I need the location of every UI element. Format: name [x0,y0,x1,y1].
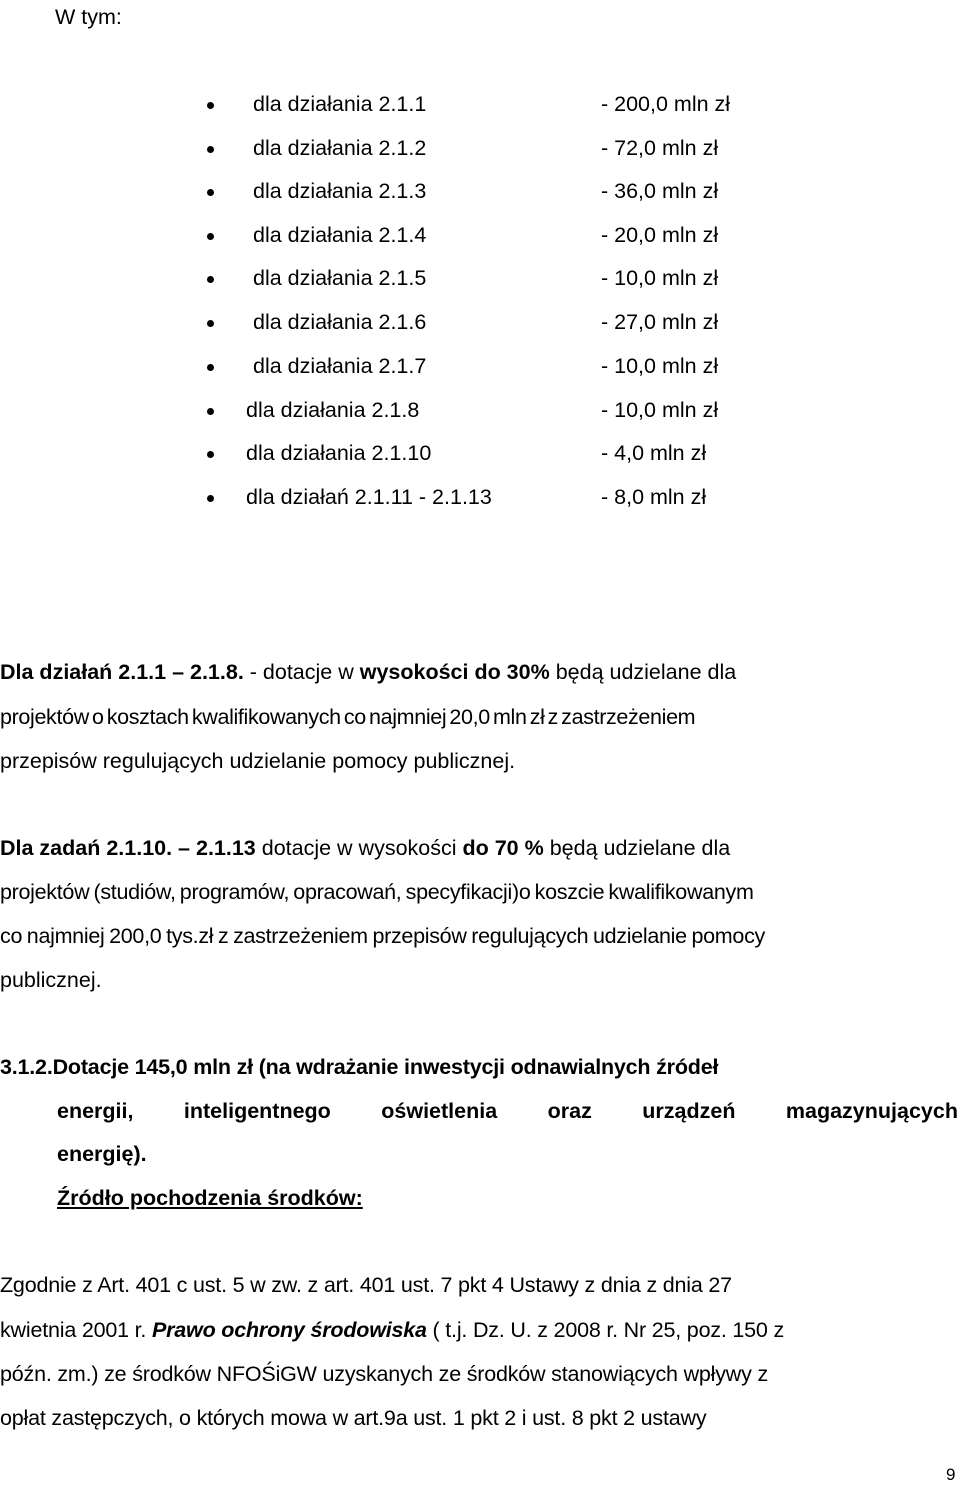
bullet-icon [207,233,214,240]
item-label: dla działania 2.1.2 [253,136,427,160]
bullet-icon [207,495,214,502]
paragraph-2-line-1 [0,836,730,861]
item-label: dla działania 2.1.3 [253,179,427,203]
item-label: dla działania 2.1.6 [253,310,427,334]
bullet-icon [207,102,214,109]
paragraph-3-line-1: Zgodnie z Art. 401 c ust. 5 w zw. z art. 401 ust. 7 pkt 4 Ustawy z dnia z dnia 27 [0,1273,732,1297]
paragraph-3-line-4: opłat zastępczych, o których mowa w art.9a ust. 1 pkt 2 i ust. 8 pkt 2 ustawy [0,1406,707,1430]
bullet-icon [207,276,214,283]
item-label: dla działania 2.1.8 [246,398,420,422]
bullet-icon [207,146,214,153]
paragraph-1-lead: Dla działań 2.1.1 – 2.1.8. [0,660,244,684]
item-label: dla działania 2.1.7 [253,354,427,378]
item-label: dla działań 2.1.11 - 2.1.13 [246,485,492,509]
item-label: dla działania 2.1.5 [253,266,427,290]
bullet-icon [207,451,214,458]
item-amount: - 20,0 mln zł [601,223,719,247]
intro-text: W tym: [55,5,122,29]
paragraph-2-line-3: co najmniej 200,0 tys.zł z zastrzeżeniem przepisów regulujących udzielanie pomocy [0,924,765,948]
heading-word: energii, [57,1099,134,1123]
statute-title: Prawo ochrony środowiska [151,1318,427,1342]
paragraph-3-line-3: późn. zm.) ze środków NFOŚiGW uzyskanych ze środków stanowiących wpływy z [0,1362,768,1386]
paragraph-1-line-2: projektów o kosztach kwalifikowanych co najmniej 20,0 mln zł z zastrzeżeniem [0,705,696,729]
paragraph-2-line-4: publicznej. [0,968,102,992]
section-heading-line-2 [57,1099,958,1124]
paragraph-1-line-3: przepisów regulujących udzielanie pomocy publicznej. [0,749,516,773]
item-amount: - 8,0 mln zł [601,485,707,509]
paragraph-2-line-2: projektów (studiów, programów, opracowań, specyfikacji)o koszcie kwalifikowanym [0,880,754,904]
paragraph-3-line-2 [0,1318,784,1343]
paragraph-3-text: kwietnia 2001 r. [0,1318,152,1342]
section-heading: 3.1.2.Dotacje 145,0 mln zł (na wdrażanie inwestycji odnawialnych źródeł [0,1055,719,1079]
paragraph-1-text: będą udzielane dla [549,660,737,684]
item-label: dla działania 2.1.4 [253,223,427,247]
item-amount: - 4,0 mln zł [601,441,707,465]
paragraph-3-text: ( t.j. Dz. U. z 2008 r. Nr 25, poz. 150 z [426,1318,785,1342]
bullet-icon [207,408,214,415]
heading-word: urządzeń [642,1099,736,1123]
paragraph-2-text: dotacje w wysokości [255,836,463,860]
item-label: dla działania 2.1.1 [253,92,427,116]
heading-word: oświetlenia [381,1099,498,1123]
item-amount: - 10,0 mln zł [601,354,719,378]
heading-word: inteligentnego [183,1099,331,1123]
paragraph-2-emphasis: do 70 % [462,836,544,860]
item-amount: - 200,0 mln zł [601,92,731,116]
bullet-icon [207,320,214,327]
paragraph-1-emphasis: wysokości do 30% [359,660,550,684]
item-amount: - 72,0 mln zł [601,136,719,160]
paragraph-1-text: - dotacje w [243,660,360,684]
paragraph-1-line-1 [0,660,736,685]
paragraph-2-lead: Dla zadań 2.1.10. – 2.1.13 [0,836,256,860]
item-amount: - 36,0 mln zł [601,179,719,203]
funding-source-label: Źródło pochodzenia środków: [57,1186,363,1210]
item-amount: - 10,0 mln zł [601,398,719,422]
bullet-icon [207,364,214,371]
heading-word: magazynujących [785,1099,958,1123]
page-number: 9 [946,1465,956,1484]
item-amount: - 27,0 mln zł [601,310,719,334]
item-label: dla działania 2.1.10 [246,441,432,465]
heading-word: oraz [547,1099,592,1123]
bullet-icon [207,189,214,196]
section-heading-line-3: energię). [57,1142,147,1166]
paragraph-2-text: będą udzielane dla [543,836,731,860]
item-amount: - 10,0 mln zł [601,266,719,290]
